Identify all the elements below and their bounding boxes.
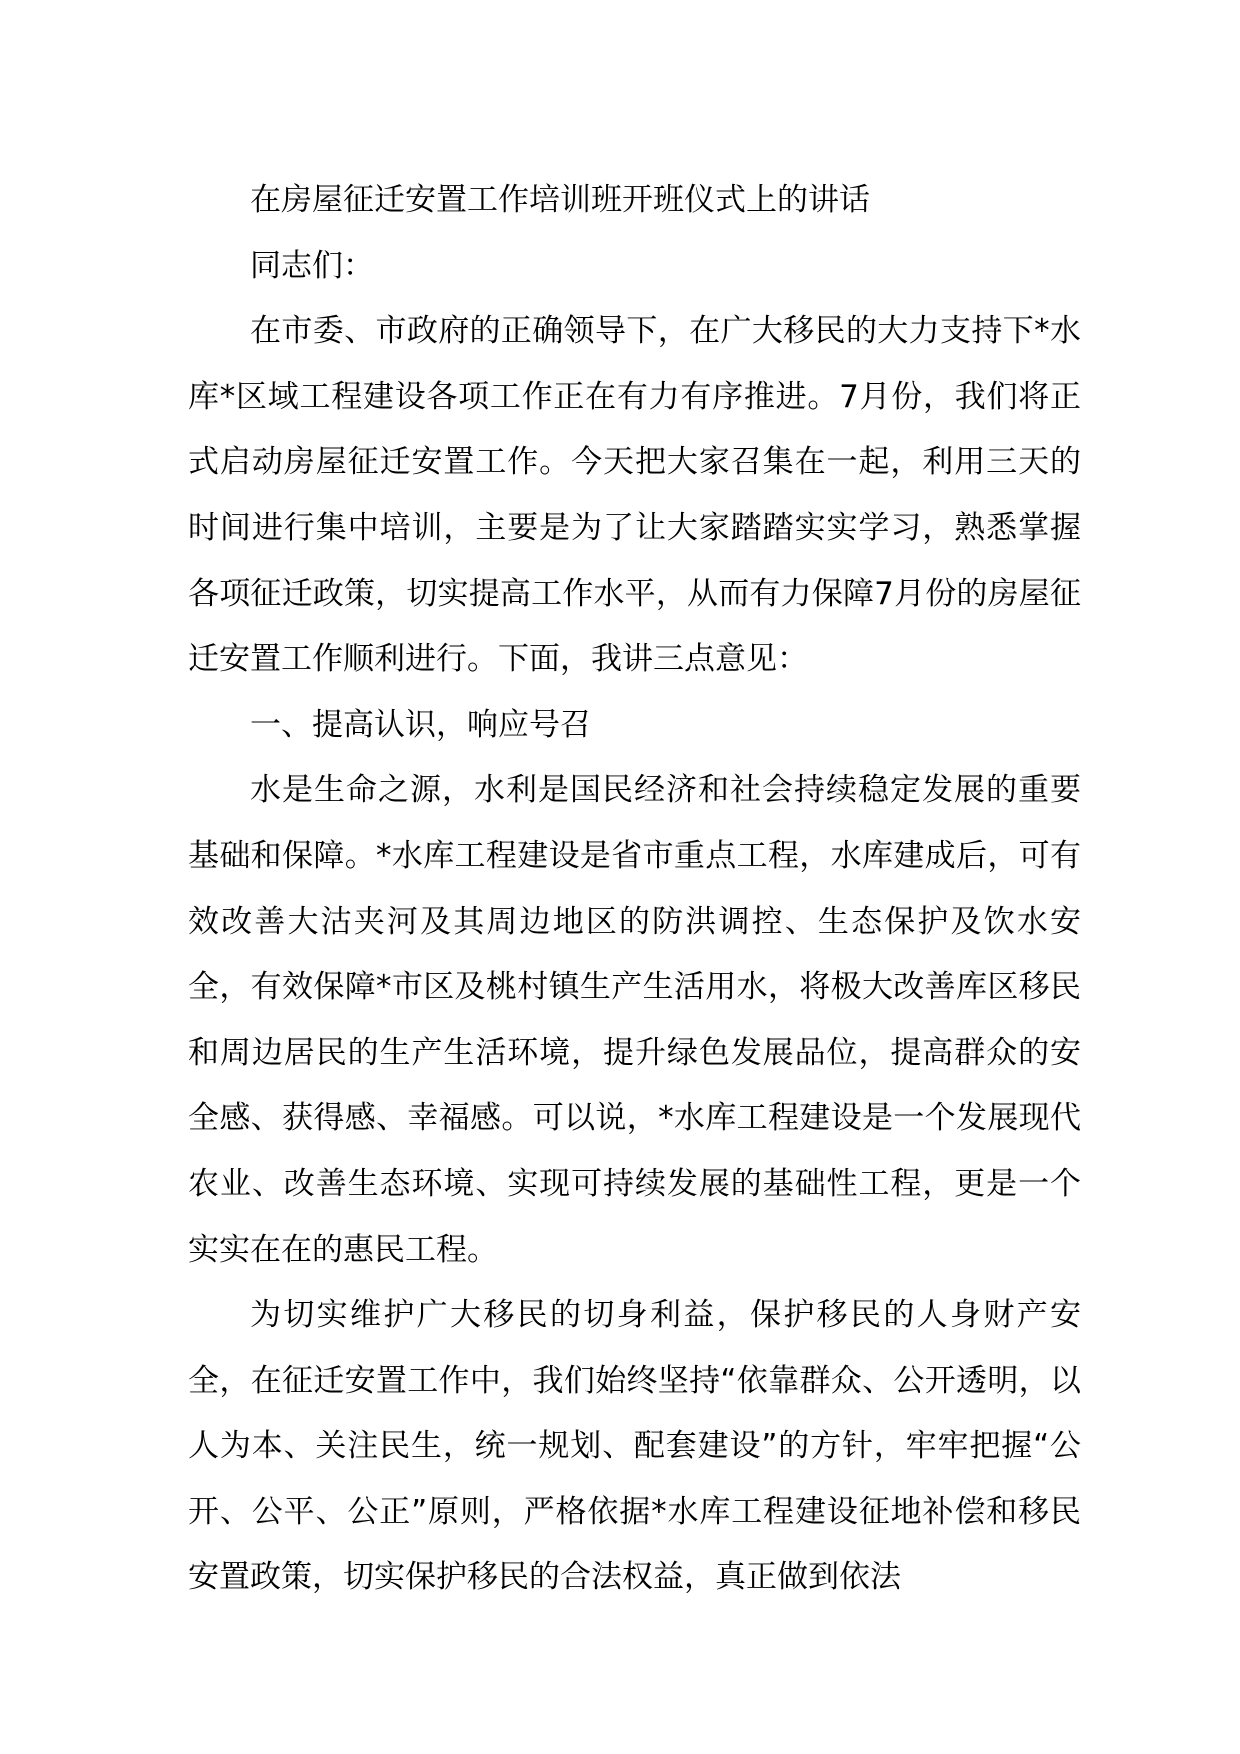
greeting: 同志们： — [250, 247, 374, 284]
paragraph-section-1-2: 为切实维护广大移民的切身利益，保护移民的人身财产安全，在征迁安置工作中，我们始终坚持“依靠群众、公开透明，以人为本、关注民生，统一规划、配套建设”的方针，牢牢把握“公开、公平、公正”原则，严格依据*水库工程建设征地补偿和移民安置政策，切实保护移民的合法权益，真正做到依法 — [188, 1297, 1081, 1596]
document-body — [188, 168, 1081, 1611]
section-heading-1: 一、提高认识，响应号召 — [250, 706, 591, 743]
paragraph-section-1-1: 水是生命之源，水利是国民经济和社会持续稳定发展的重要基础和保障。*水库工程建设是省市重点工程，水库建成后，可有效改善大沽夹河及其周边地区的防洪调控、生态保护及饮水安全，有效保障*市区及桃村镇生产生活用水，将极大改善库区移民和周边居民的生产生活环境，提升绿色发展品位，提高群众的安全感、获得感、幸福感。可以说，*水库工程建设是一个发展现代农业、改善生态环境、实现可持续发展的基础性工程，更是一个实实在在的惠民工程。 — [188, 772, 1081, 1268]
paragraph-intro: 在市委、市政府的正确领导下，在广大移民的大力支持下*水库*区域工程建设各项工作正在有力有序推进。7月份，我们将正式启动房屋征迁安置工作。今天把大家召集在一起，利用三天的时间进行集中培训，主要是为了让大家踏踏实实学习，熟悉掌握各项征迁政策，切实提高工作水平，从而有力保障7月份的房屋征迁安置工作顺利进行。下面，我讲三点意见： — [188, 313, 1081, 678]
document-title: 在房屋征迁安置工作培训班开班仪式上的讲话 — [250, 182, 870, 218]
